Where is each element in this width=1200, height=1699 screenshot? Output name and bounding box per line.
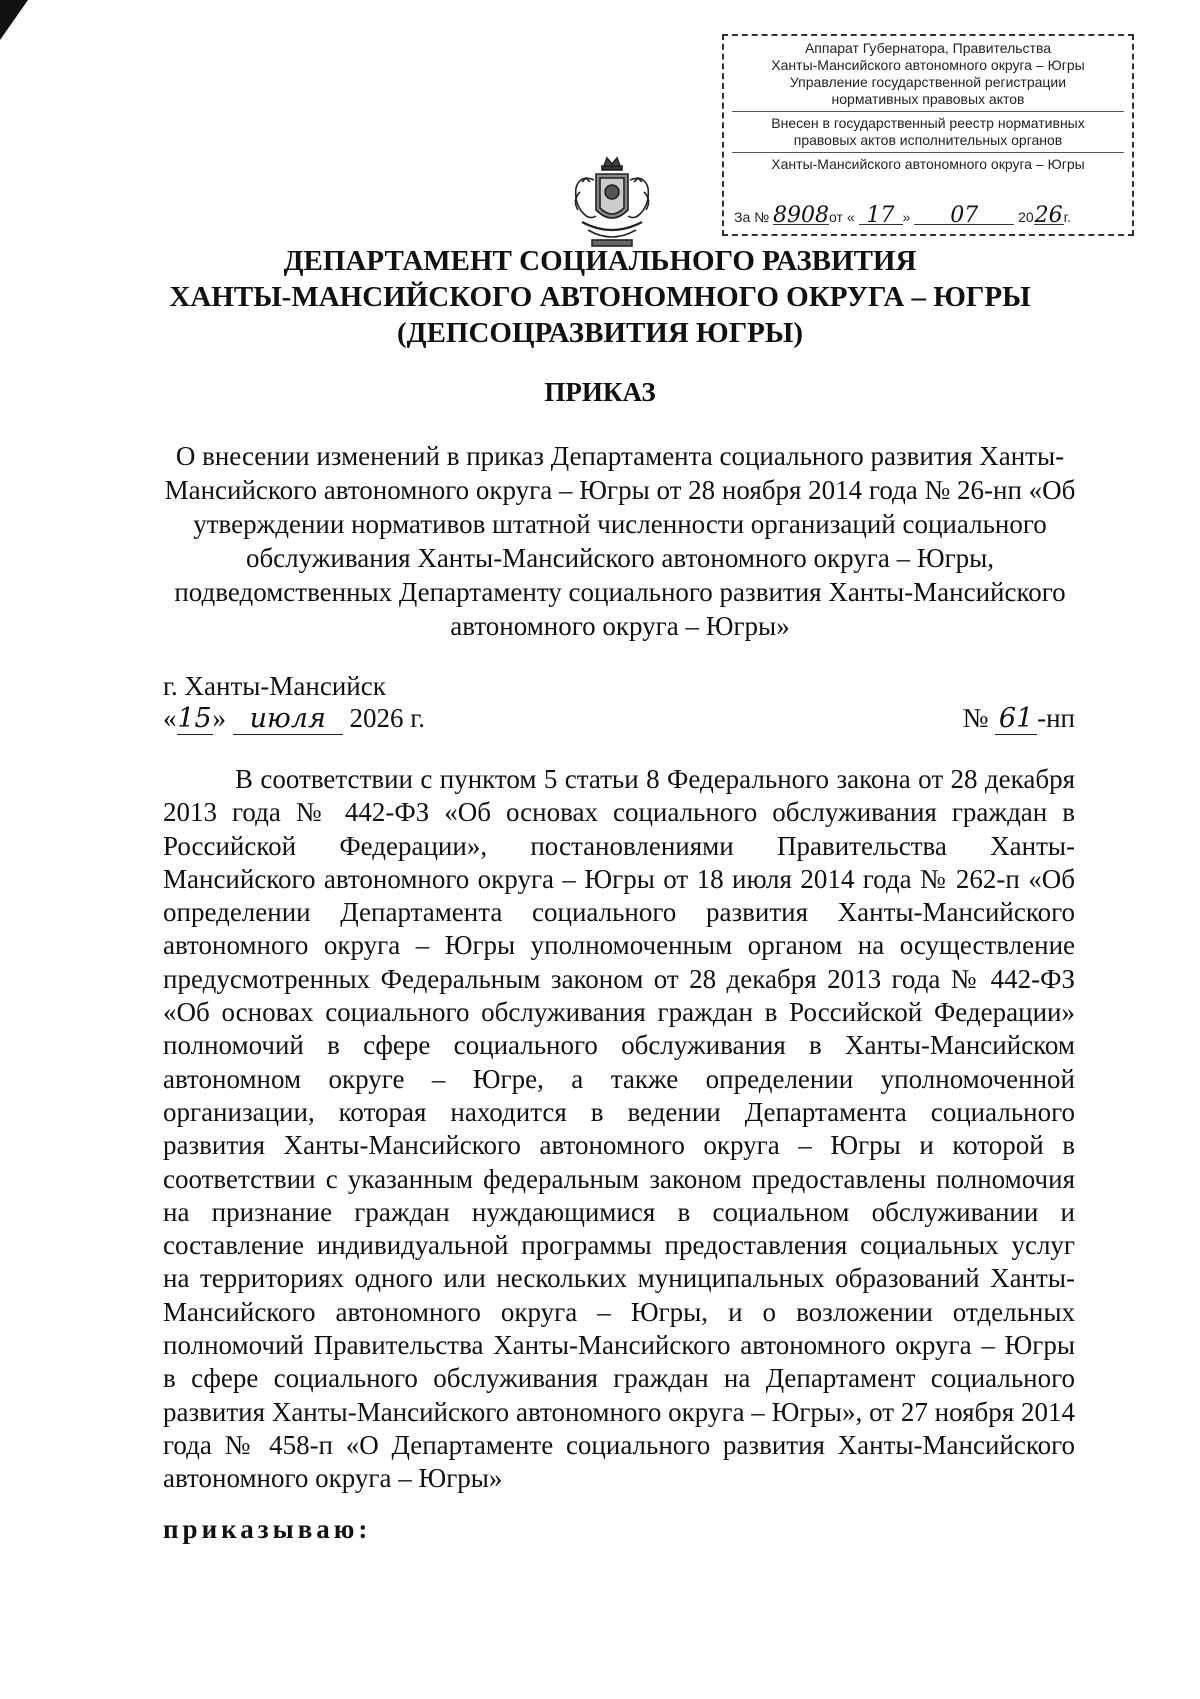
department-heading [0,243,1200,351]
stamp-line-2: Ханты-Мансийского автономного округа – Югры [771,57,1085,73]
number-prefix: № [962,703,989,733]
stamp-reg-number: 8908 [773,203,830,228]
stamp-registry-line-2: правовых актов исполнительных органов [793,132,1063,148]
stamp-registration-line [734,203,1126,228]
order-number [963,703,1075,735]
order-title: ПРИКАЗ [544,377,656,407]
order-body: В соответствии с пунктом 5 статьи 8 Федерального закона от 28 декабря 2013 года № 442-ФЗ «Об основах социального обслуживания граждан в Российской Федерации», постановлениями Правительства Ханты-Мансийского автономного округа – Югры от 18 июля 2014 года № 262-п «Об определении Департамента социального развития Ханты-Мансийского автономного округа – Югры уполномоченным органом на осуществление предусмотренных Федеральным законом от 28 декабря 2013 года № 442-ФЗ «Об основах социального обслуживания граждан в Российской Федерации» полномочий в сфере социального обслуживания в Ханты-Мансийском автономном округе – Югре, а также определении уполномоченной организации, которая находится в ведении Департамента социального развития Ханты-Мансийского автономного округа – Югры и которой в соответствии с указанным федеральным законом предоставлены полномочия на признание граждан нуждающимися в социальном обслуживании и составление индивидуальной программы предоставления социальных услуг на территориях одного или нескольких муниципальных образований Ханты-Мансийского автономного округа – Югры, и о возложении отдельных полномочий Правительства Ханты-Мансийского автономного округа – Югры в сфере социального обслуживания граждан на Департамент социального развития Ханты-Мансийского автономного округа – Югры», от 27 ноября 2014 года № 458-п «О Департаменте социального развития Ханты-Мансийского автономного округа – Югры» [163,764,1075,1494]
place-of-issue: г. Ханты-Мансийск [163,671,386,701]
stamp-reg-year-suffix: 26 [1034,203,1063,228]
stamp-reg-from: от « [829,209,855,225]
order-date [163,703,425,735]
ordering-word: приказываю: [163,1514,372,1544]
stamp-reg-day: 17 [859,207,903,225]
order-subject: О внесении изменений в приказ Департамента социального развития Ханты-Мансийского автономного округа – Югры от 28 ноября 2014 года № 26-нп «Об утверждении нормативов штатной численности организаций социального обслуживания Ханты-Мансийского автономного округа – Югры, подведомственных Департаменту социального развития Ханты-Мансийского автономного округа – Югры» [164,441,1076,641]
stamp-registry-line-1: Внесен в государственный реестр нормативных [771,115,1085,131]
date-open-quote: « [163,703,177,733]
stamp-region-line: Ханты-Мансийского автономного округа – Югры [771,156,1085,172]
stamp-divider [732,111,1124,112]
stamp-divider-2 [732,152,1124,153]
date-day: 15 [177,703,212,734]
stamp-reg-year-prefix: 20 [1018,209,1034,225]
heading-line-3: (ДЕПСОЦРАЗВИТИЯ ЮГРЫ) [396,317,804,349]
stamp-line-1: Аппарат Губернатора, Правительства [804,40,1052,56]
date-year: 2026 г. [349,703,426,733]
stamp-line-3: Управление государственной регистрации [789,74,1067,90]
number-value: 61 [995,703,1037,735]
number-suffix: -нп [1037,703,1075,733]
corner-scan-mark [0,0,28,40]
date-month: июля [233,703,343,735]
heading-line-2: ХАНТЫ-МАНСИЙСКОГО АВТОНОМНОГО ОКРУГА – ЮГРЫ [169,281,1031,313]
registration-stamp [722,34,1134,236]
stamp-reg-year-end: г. [1063,209,1071,225]
coat-of-arms-icon [552,152,672,252]
stamp-reg-prefix: За № [734,209,770,225]
stamp-reg-month: 07 [914,207,1014,225]
date-close-quote: » [212,703,226,733]
stamp-reg-quote: » [902,209,911,225]
heading-line-1: ДЕПАРТАМЕНТ СОЦИАЛЬНОГО РАЗВИТИЯ [283,245,917,277]
stamp-line-4: нормативных правовых актов [831,91,1025,107]
